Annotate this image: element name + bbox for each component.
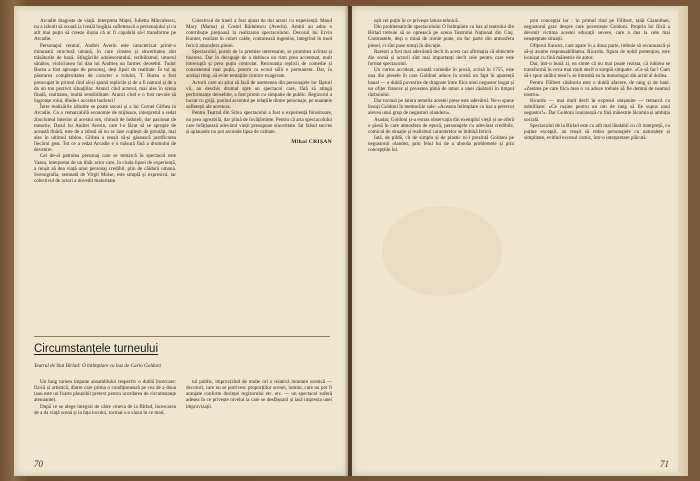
article-subtitle: Teatrul de Stat Bîrlad: O întîmplare cu haz de Carlo Goldoni — [34, 363, 161, 369]
paragraph: Ricardo — mai mult decît în expresii obișnuite — remarcă cu subtilitate: «Ce rușine pentru un om de rang să fie supus unui negustor!». Dar Goldoni ironizează cu fină măiestrie lăcomia și ambiția socială. — [524, 98, 670, 123]
right-page — [352, 6, 688, 476]
paragraph: Un lung turneu impune ansamblului respectiv o dublă încercare: fizică și artistică, dintre care prima o condiționează pe cea de a doua (sau este un foarte plauzibil pretext pentru acordarea de circumstanțe atenuante). — [34, 379, 176, 404]
right-column-1 — [368, 18, 514, 153]
paragraph: Actorii care au știut să facă de asemenea din personajele lor făpturi vii, au deschis drumul spre un spectacol care, fără să atingă performanțe deosebite, a fost primit cu simpatie de public. Regizorul a lucrat cu grijă, punînd accentul pe relațiile dintre personaje, pe nuanțele sufletești ale acestora. — [186, 79, 332, 111]
author-signature: Mihai CRIȘAN — [291, 138, 332, 145]
paragraph: Un curios accident, această comedie în proză, scrisă în 1755, este una din piesele în care Goldoni aduce în scenă un fapt în aparență banal — o dublă povestire de dragoste între fiica unui negustor bogat și un ofițer francez și povestea plină de umor a unei căsătorii în timpul războiului. — [368, 67, 514, 98]
paragraph: Iată, de pildă, cît de simplu și de plastic ni-l prezintă Goldoni pe negustorul olandez, prin felul lui de a aborda problemele și prin concepțiile lui. — [368, 134, 514, 154]
article-title: Circumstanțele turneului — [34, 343, 159, 355]
paragraph: Asadar, Goldoni și-a extras observația din exemplul vieții și ne oferă o piesă în care atmosfera de epocă, personajele cu adevărat credibile, comicul de situație și realismul caracterelor se îmbină fericit. — [368, 116, 514, 135]
paragraph: tul public, improvizînd de multe ori o relativă montare scenică — decoruri, care nu se potrivesc proporțiilor scenei, lumini, care nu pot fi aranjate conform dorinței regizorului etc. etc. — un spectacol suferă adesea în ce privește nivelul la care se desfășoară și lasă impresia unei improvizații. — [186, 379, 332, 410]
page-number-right: 71 — [660, 459, 669, 469]
page-number-left: 70 — [34, 459, 43, 469]
page-edge — [678, 6, 688, 476]
left-page — [14, 6, 348, 476]
bottom-column-2 — [186, 379, 332, 410]
paragraph: prin concepția lor : în primul rînd pe Filibert, tatăl Giannilnei, negustorul grav despre care povestește Goldoni. Propria lui fiică a devenit victima acestei educații severe, care a dus la cele mai neașteptate situații. — [524, 18, 670, 43]
right-column-2 — [524, 18, 670, 141]
paragraph: Personajul central, Andrei Averin este caracterizat printr-o minunată structură umană, în care cinstea și sinceritatea sînt trăsăturile de bază. Stîngăciile adolescentului, teribilismul, umorul sănătos, violiciunea lui dau lui Andrieș un farmec deosebit. Tudor Burea a fost aproape de personaj, deși lipsit de realitate. În tot aș păstrarea complexitatea de caracter a rolului, T. Burea a fost preocupat în primul rînd să-și spună replicile și de a fi natural și de a da un ton potrivit situațiilor. Atunci cînd actorul, mai ales în scena finală, realitatea, multă sensibilitate. Atunci cînd e o fost nevoie să îngroașe rolul, dîndu-i accente burlesci! — [34, 42, 176, 105]
paragraph: Spectacolul, pornit de la premise interesante, se promitea avîntat și tineresc. Dar în decupaje de a debloca un ritm prea accentuat, mult întreruptă și prea puțin controlat. Rezonanța replicii de comedie și consistentul mai puțin, pentru ca ecoul sălii e permanent. Dar, în același timp, să evite tentațiile comice exagerate. — [186, 48, 332, 80]
paragraph: Între realizările izbutite se poate socoti și a lui Cornel Gîrbea în Arcadie. Cu o remarcabilă economie de mijloace, interpretul a redat zbuciumul interior al acestui om, chinuit de îndoieli, dar pasionat de meserie. Darul lui Andrei Averin, care l-a făcut să se apropie de această tînără, este de a izbuti să nu se lase copleșit de greutăți, mai ales în ultimul tablou. Gîrbea a reușit să-și găsească justificarea fiecărui gest. Tot ce a redat Arcadie e o măsură fină a drumului de devenire. — [34, 104, 176, 154]
paragraph: Rareori a fost mai adevărată decît în acest caz afirmația că obiectele din scenă și actorii sînt mai importanți decît cele pentru care este format spectacolul. — [368, 48, 514, 68]
paragraph: Din problematicile spectacolului O întîmplare cu haz al teatrului din Bîrlad trebuie să se oprească pe scena Teatrului Național din Cluj. Contrastele, deși o mină de ironie pune, nu fac parte din atmosfera piesei, ci sînt puse totuși în discuție. — [368, 24, 514, 49]
paragraph: Dar tocmai pe latura temelia acestei piese este adevărul. Ne-o spune însuși Goldoni în memoriile sale: «Aceasta întîmplare cu haz a petrecut aievea unui grup de negustori olandezi». — [368, 98, 514, 117]
paragraph: Pentru Teatrul din Sibiu spectacolul a fost o experiență folositoare, nu prea agreabilă, dar plină de învățăminte. Pentru că arta spectacolului care înfățișează adevărul vieții presupune sinceritate. Iar falsul succes și aplauzele nu pot ascunde lipsa de calitate. — [186, 110, 332, 135]
paragraph: Cel de-al patrulea personaj care se remarcă în spectacol este Vasea, interpretat de un tînăr actor care, în ciuda lipsei de experiență, a reușit să dea viață unui personaj credibil, plin de căldură umană. Scenografia, semnată de Virgil Moise, este simplă și expresivă, iar colectivul de actori a dovedit maturitate. — [34, 153, 176, 185]
paragraph: Dar, într-o bună zi, ea simte că nu mai poate rezista, că iubirea se transformă în ceva mai mult decît o simplă simpatie. «Ce să fac? Cum să-i spun tatălui meu?» se întreabă ea în monologul din actul al doilea. — [524, 61, 670, 80]
paragraph: Arcadie dragoste de viață. Interpreta Maței, Julietta Mărculescu, nu a izbutit să scoată la iveală bogăția sufletească a personajului și cu atît mai puțin să creeze iluzia că ar fi capabilă să-l transforme pe Arcadie. — [34, 18, 176, 43]
paragraph: Spectacolul de la Bîrlad este cu atît mai lăudabil cu cît interpreții, cu puține excepții, au reușit să redea personajele cu naturalețe și simplitate, evitînd excesul comic, într-o interpretare plăcută. — [524, 122, 670, 141]
paragraph: Pentru Filibert căsătoria este o dublă afacere, de rang și de bani. «Zestrea pe care fiica mea o va aduce trebuie să fie demnă de neamul nostru». — [524, 79, 670, 98]
left-column-2 — [186, 18, 332, 145]
paragraph: Ofițerul francez, care apare în a doua parte, trebuie să recunoască și să-și asume responsabilitatea. Ricardo, figura de nobil pretențios, este ironizat cu fină măiestrie de autor. — [524, 42, 670, 61]
paragraph: ușit cel puțin în ce privește latura tehnică. — [374, 18, 459, 24]
section-divider — [34, 336, 330, 337]
bottom-column-1 — [34, 379, 176, 416]
paper-stain — [382, 206, 502, 296]
paragraph: După ce se alege integral de către cineva de la Bîrlad, încercarea de a da viață scenă și la fața locului, tocmai s-a văzut în ce mod. — [34, 403, 176, 416]
paragraph: Colectivul de tineri a fost ajutat de doi actori cu experiență: Maud Mary (Mama) și Costel Rădulescu (Averin). Ambii au adus o contribuție prețioasă la realizarea spectacolului. Decorul lui Ervin Kunter, realizat în culori calde, conturează ingenios, integrînd în mod fericit atmosfera piesei. — [186, 18, 332, 49]
left-column-1 — [34, 18, 176, 184]
